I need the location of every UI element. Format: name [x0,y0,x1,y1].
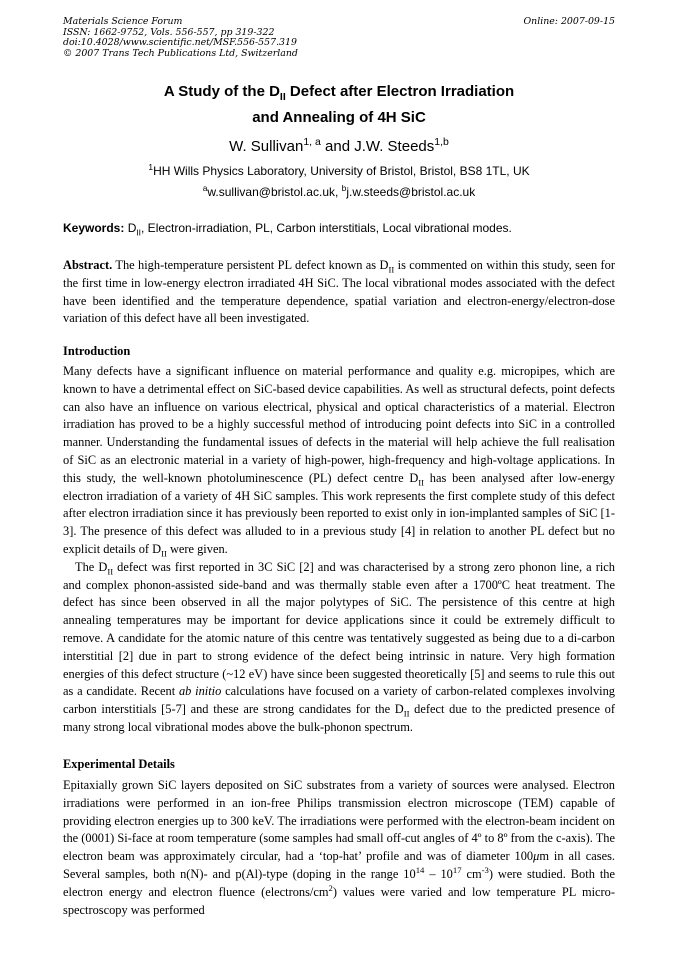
copyright-line: © 2007 Trans Tech Publications Ltd, Switzerland [63,47,298,59]
author-1: W. Sullivan [229,138,304,155]
introduction-body [63,363,615,737]
author-conjunction: and [320,138,355,155]
author-2: J.W. Steeds [354,138,435,155]
intro-p1-a: Many defects have a significant influence on material performance and quality e.g. micropipes, which are known to have a detrimental effect on SiC-based device capabilities. As well as structural defects, point defects can also have an influence on various electrical, physical and optical characteristics of a material. Electron irradiation has proved to be a highly successful method of introducing point defects into SiC in a controlled manner. Understanding the fundamental issues of defects in the material will help achieve the full realisation of SiC as an electronic material in a variety of high-power, high-frequency and high-voltage applications. In this study, the well-known photoluminescence (PL) defect centre D [63,364,615,485]
title-text-a: A Study of the D [163,83,280,100]
intro-p2-d: defect due to the predicted presence of many strong local vibrational modes above the bulk-phonon spectrum. [63,702,615,734]
experimental-body [63,777,615,919]
experimental-heading: Experimental Details [63,757,175,771]
abstract-label: Abstract. [63,258,113,272]
exp-sup-4: 2 [328,882,333,893]
abstract [63,257,615,328]
author-1-affil-mark: 1, a [303,136,321,148]
exp-text-1: Epitaxially grown SiC layers deposited on SiC substrates from a variety of sources were analysed. Electron irradiations were performed in an ion-free Philips transmission electron microscope (TEM) capable of providing electron energies up to 300 keV. The irradiations were performed with the electron-beam incident on the (0001) Si-face at room temperature (some samples had small off-cut angles of 4º to 8º from the c-axis). The electron beam was approximately circular, had a ‘top-hat’ profile and was of diameter 100 [63,778,615,864]
doi-line[interactable]: doi:10.4028/www.scientific.net/MSF.556-557.319 [63,37,297,49]
abstract-subscript: II [388,264,395,275]
title-subscript: II [279,91,286,103]
exp-sup-1: 14 [415,864,425,875]
email-b[interactable]: j.w.steeds@bristol.ac.uk [346,185,476,199]
intro-p1-b: has been analysed after low-energy electron irradiation of a variety of 4H SiC samples. This work represents the first complete study of this defect after electron irradiation since it has previously been reported to exist only in ion-implanted samples of SiC [1-3]. The presence of this defect was alluded to in a previous study [4] in relation to another PL defect but no explicit details of D [63,470,615,556]
keywords-label: Keywords: [63,221,128,235]
affiliation-text: HH Wills Physics Laboratory, University of Bristol, Bristol, BS8 1TL, UK [153,164,530,178]
introduction-heading: Introduction [63,344,131,358]
keywords [63,219,615,237]
intro-p1-sub-1: II [418,477,425,488]
exp-text-4: cm [461,866,482,881]
intro-p2-sub-2: II [403,708,410,719]
exp-sup-3: -3 [481,864,489,875]
exp-text-3: – 10 [424,866,453,881]
journal-header [63,17,298,59]
affiliation [0,162,678,180]
author-2-affil-mark: 1,b [434,136,449,148]
title-line-1 [0,79,678,105]
intro-paragraph-1 [63,363,615,559]
intro-p2-italic: ab initio [178,684,222,699]
keywords-rest: , Electron-irradiation, PL, Carbon interstitials, Local vibrational modes. [141,221,512,235]
exp-sup-2: 17 [452,864,462,875]
experimental-paragraph [63,777,615,919]
intro-p2-c: calculations have focused on a variety of carbon-related complexes involving carbon interstitials [5-7] and these are strong candidates for the D [63,684,616,717]
exp-mu-symbol: μ [533,849,540,864]
intro-p1-c: were given. [166,541,228,556]
issn-line: ISSN: 1662-9752, Vols. 556-557, pp 319-322 [63,26,275,38]
intro-p2-sub-1: II [107,566,114,577]
author-emails [0,183,678,201]
intro-p2-b: defect was first reported in 3C SiC [2] and was characterised by a strong zero phonon line, a rich and complex phonon-assisted side-band and was thermally stable even after a 1700ºC heat treatment. The defect has since been observed in all the major polytypes of SiC. The persistence of this centre at high annealing temperatures may be important for device applications since it could be extremely difficult to remove. A candidate for the atomic nature of this centre was tentatively suggested as being due to a di-carbon interstitial [2] due in part to strong evidence of the defect being intrinsic in nature. Very high formation energies of this defect structure (~12 eV) have since been suggested theoretically [5] and seems to rule this out as a candidate. Recent [63,559,616,699]
intro-p1-sub-2: II [161,548,167,559]
email-b-mark: b [341,183,347,193]
intro-p2-a: The D [75,559,108,574]
email-a[interactable]: w.sullivan@bristol.ac.uk, [207,185,342,199]
abstract-text-a: The high-temperature persistent PL defect known as D [112,258,389,272]
title-text-b: Defect after Electron Irradiation [285,83,515,100]
title-line-2: and Annealing of 4H SiC [252,109,426,126]
exp-text-6: ) values were varied and low temperature PL micro-spectroscopy was performed [63,884,615,917]
abstract-text-b: is commented on within this study, seen for the first time in low-energy electron irradiated 4H SiC. The local vibrational modes associated with the defect have been identified and the temperature dependence, spatial variation and electron-energy/electron-dose variation of this defect have all been investigated. [63,258,616,326]
keyword-d-subscript: II [136,227,142,238]
exp-text-2: m in all cases. Several samples, both n(N)- and p(Al)-type (doping in the range 10 [63,849,615,881]
affiliation-mark: 1 [148,162,154,172]
intro-paragraph-2 [63,559,615,737]
email-a-mark: a [202,183,208,193]
online-date: Online: 2007-09-15 [523,16,615,27]
abstract-paragraph [63,257,615,328]
author-list [0,137,678,157]
keyword-d: D [127,221,137,235]
journal-name: Materials Science Forum [63,16,183,27]
exp-text-5: ) were studied. Both the electron energy and electron fluence (electrons/cm [63,866,615,899]
paper-title [0,79,678,131]
